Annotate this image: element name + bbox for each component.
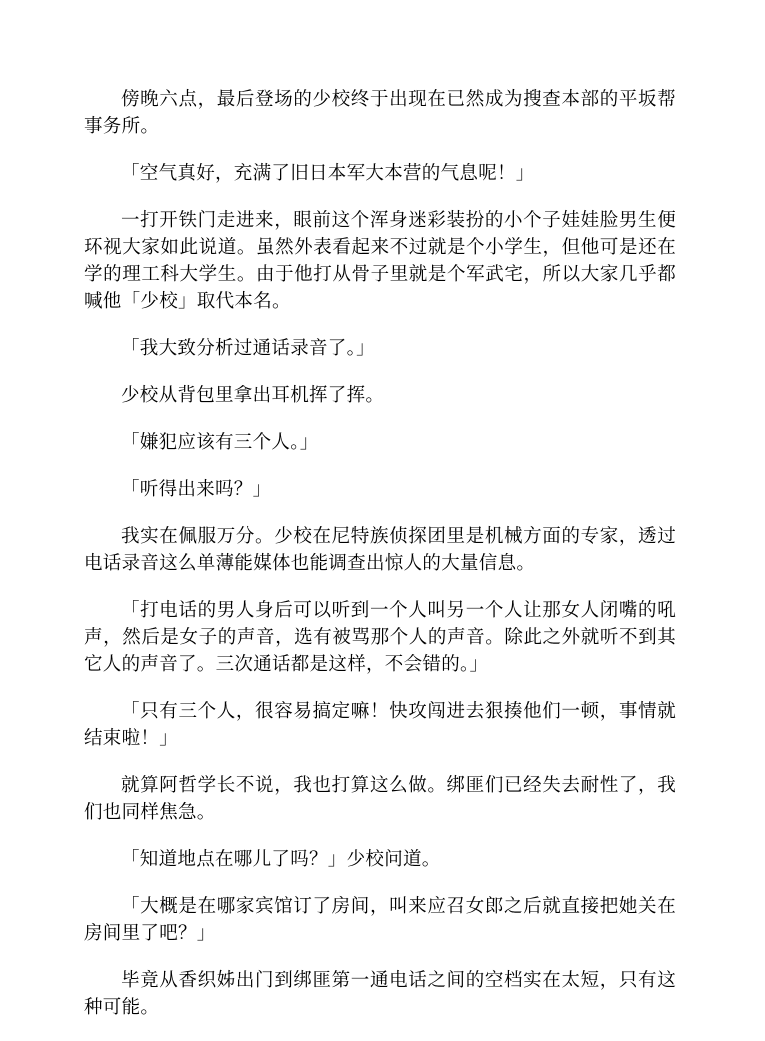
paragraph-6: 「嫌犯应该有三个人。」 (121, 432, 319, 453)
paragraph-1: 傍晚六点，最后登场的少校终于出现在已然成为搜查本部的平坂帮事务所。 (84, 89, 676, 137)
paragraph-4: 「我大致分析过通话录音了。」 (121, 338, 375, 359)
paragraph-2: 「空气真好，充满了旧日本军大本营的气息呢！」 (121, 163, 535, 184)
paragraph-8: 我实在佩服万分。少校在尼特族侦探团里是机械方面的专家，透过电话录音这么单薄能媒体也能调查出惊人的大量信息。 (84, 526, 676, 574)
paragraph-12: 「知道地点在哪儿了吗？」少校问道。 (121, 849, 441, 870)
paragraph-11: 就算阿哲学长不说，我也打算这么做。绑匪们已经失去耐性了，我们也同样焦急。 (84, 775, 676, 823)
paragraph-13: 「大概是在哪家宾馆订了房间，叫来应召女郎之后就直接把她关在房间里了吧？」 (84, 896, 676, 944)
paragraph-7: 「听得出来吗？」 (121, 479, 272, 500)
paragraph-3: 一打开铁门走进来，眼前这个浑身迷彩装扮的小个子娃娃脸男生便环视大家如此说道。虽然外表看起来不过就是个小学生，但他可是还在学的理工科大学生。由于他打从骨子里就是个军武宅，所以大家几乎都喊他「少校」取代本名。 (84, 210, 676, 312)
paragraph-5: 少校从背包里拿出耳机挥了挥。 (121, 385, 385, 406)
paragraph-14: 毕竟从香织姊出门到绑匪第一通电话之间的空档实在太短，只有这种可能。 (84, 970, 676, 1018)
paragraph-9: 「打电话的男人身后可以听到一个人叫另一个人让那女人闭嘴的吼声，然后是女子的声音，选有被骂那个人的声音。除此之外就听不到其它人的声音了。三次通话都是这样，不会错的。」 (84, 600, 676, 675)
paragraph-10: 「只有三个人，很容易搞定嘛！快攻闯进去狠揍他们一顿，事情就结束啦！」 (84, 701, 676, 749)
document-page (84, 86, 676, 1041)
